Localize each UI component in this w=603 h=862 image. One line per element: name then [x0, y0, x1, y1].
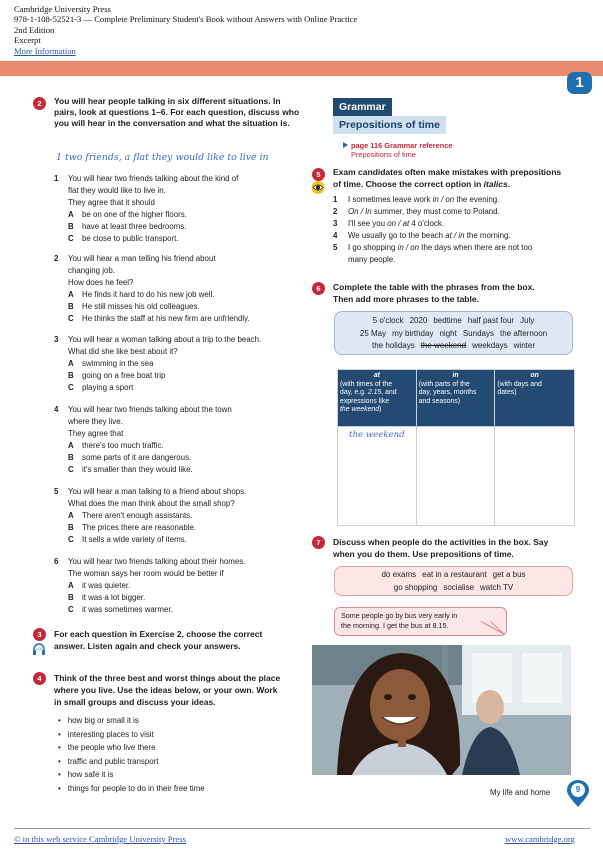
answer-option[interactable] — [68, 605, 173, 616]
question-text: You will hear a man talking to a friend about shops. — [68, 487, 247, 496]
question-text: They agree that — [68, 429, 124, 438]
item-sentence — [348, 219, 444, 230]
list-item: • things for people to do in their free time — [58, 782, 205, 796]
ideas-list — [58, 714, 205, 796]
option-letter: A — [68, 511, 74, 520]
answer-option[interactable] — [68, 359, 153, 370]
item-number: 3 — [333, 219, 338, 228]
option-letter: B — [68, 523, 74, 532]
option-text: have at least three bedrooms. — [82, 222, 187, 231]
question-text: where they live. — [68, 417, 123, 426]
phrase: night — [439, 328, 457, 338]
handwritten-answer: 1 two friends, a flat they would like to live in — [56, 152, 269, 163]
option-text: It sells a wide variety of items. — [82, 535, 187, 544]
option-text: going on a free boat trip — [82, 371, 166, 380]
question-number: 4 — [54, 405, 59, 414]
phrase: half past four — [467, 316, 515, 325]
cambridge-url-link[interactable]: www.cambridge.org — [505, 834, 575, 844]
phrase: go shopping — [393, 582, 438, 592]
excerpt-label: Excerpt — [14, 35, 41, 46]
item-text: I'll see you — [348, 219, 388, 228]
publisher: Cambridge University Press — [14, 4, 111, 14]
exercise-7-line-2: when you do them. Use prepositions of time. — [333, 549, 514, 559]
item-text: summer, they must come to Poland. — [371, 207, 500, 216]
exercise-4-line-3: in small groups and discuss your ideas. — [54, 697, 216, 707]
table-header-on: on (with days and dates) — [495, 370, 575, 427]
answer-option[interactable] — [68, 465, 193, 476]
phrase-row — [335, 582, 572, 595]
phrase: socialise — [443, 582, 475, 592]
option-letter: A — [68, 359, 74, 368]
section-label: My life and home — [490, 788, 551, 797]
answer-option[interactable] — [68, 593, 145, 604]
answer-option[interactable] — [68, 222, 186, 233]
answer-option[interactable] — [68, 371, 165, 382]
option-text: The prices there are reasonable. — [82, 523, 197, 532]
item-text-continued: many people. — [348, 255, 396, 264]
option-text: it was quieter. — [82, 581, 131, 590]
option-letter: B — [68, 593, 74, 602]
footer-divider — [14, 828, 590, 829]
option-text: swimming in the sea — [82, 359, 154, 368]
question-text: You will hear a woman talking about a trip to the beach. — [68, 335, 262, 344]
option-letter: A — [68, 581, 74, 590]
list-item: • interesting places to visit — [58, 728, 205, 742]
answer-option[interactable] — [68, 581, 130, 592]
item-sentence — [348, 231, 511, 242]
speech-tail — [478, 620, 506, 636]
copyright-link[interactable]: © in this web service Cambridge University Press — [14, 834, 186, 844]
phrase: eat in a restaurant — [422, 570, 487, 579]
exercise-7-line-1: Discuss when people do the activities in the box. Say — [333, 537, 549, 547]
option-letter: C — [68, 234, 74, 243]
activities-box — [334, 566, 573, 596]
phrase: 25 May — [359, 328, 387, 338]
exercise-3-line-2: answer. Listen again and check your answers. — [54, 641, 241, 651]
item-number: 1 — [333, 195, 338, 204]
answer-option[interactable] — [68, 523, 196, 534]
option-text: There aren't enough assistants. — [82, 511, 193, 520]
grammar-topic: Prepositions of time — [333, 116, 446, 134]
phrase: bedtime — [433, 316, 462, 325]
choice-options[interactable]: in / on — [432, 195, 455, 204]
exercise-4-line-1: Think of the three best and worst things about the place — [54, 673, 281, 683]
question-number: 5 — [54, 487, 59, 496]
list-item: • the people who live there — [58, 741, 205, 755]
choice-options[interactable]: On / In — [348, 207, 372, 216]
phrase-box — [334, 311, 573, 355]
question-text: How does he feel? — [68, 278, 134, 287]
phrase: weekdays — [472, 341, 508, 351]
option-text: there's too much traffic. — [82, 441, 164, 450]
audio-track-label: 1.02 — [35, 646, 43, 651]
bubble-line: Some people go by bus very early in — [341, 611, 458, 620]
answer-option[interactable] — [68, 210, 187, 221]
exercise-number: 3 — [33, 628, 46, 641]
phrase: winter — [513, 341, 535, 351]
more-information-link[interactable]: More Information — [14, 45, 76, 56]
item-text: We usually go to the beach — [348, 231, 446, 240]
item-number: 5 — [333, 243, 338, 252]
option-letter: A — [68, 441, 74, 450]
phrase: do exams — [381, 570, 417, 579]
item-sentence — [348, 243, 532, 254]
answer-option[interactable] — [68, 535, 187, 546]
page-number: 9 — [575, 785, 581, 794]
question-text: You will hear two friends talking about their homes. — [68, 557, 246, 566]
option-letter: B — [68, 453, 74, 462]
exercise-2-instruction: You will hear people talking in six different situations. In pairs, look at questions 1–6. For each question, discuss who you will hear in the conversation and what the situation is. — [54, 96, 300, 129]
item-number: 2 — [333, 207, 338, 216]
option-letter: C — [68, 383, 74, 392]
table-cell-in[interactable] — [416, 427, 495, 526]
grammar-reference-title: page 116 Grammar reference — [351, 141, 453, 150]
question-text: You will hear a man telling his friend about — [68, 254, 216, 263]
option-text: be on one of the higher floors. — [82, 210, 187, 219]
option-text: playing a sport — [82, 383, 134, 392]
item-text: 4 o'clock. — [409, 219, 445, 228]
bubble-line: the morning. I get the bus at 8.15. — [341, 621, 449, 630]
choice-options[interactable]: at / in — [445, 231, 465, 240]
answer-option[interactable] — [68, 453, 191, 464]
phrase: 5 o'clock — [372, 316, 404, 325]
answer-option[interactable] — [68, 314, 250, 325]
prepositions-table — [337, 369, 575, 526]
phrase: Sundays — [462, 328, 494, 338]
item-text: the days when there are not too — [419, 243, 533, 252]
isbn-title: 978-1-108-52521-3 — Complete Preliminary Student's Book without Answers with Online Practice — [14, 14, 358, 25]
question-text: What does the man think about the small shop? — [68, 499, 235, 508]
question-text: What did she like best about it? — [68, 347, 178, 356]
question-text: changing job. — [68, 266, 115, 275]
phrase: the holidays — [372, 341, 415, 351]
item-sentence — [348, 195, 499, 206]
exercise-number: 5 — [312, 168, 325, 181]
phrase: my birthday — [392, 328, 434, 338]
phrase: July — [520, 316, 535, 325]
phrase-row — [335, 328, 572, 341]
question-text: You will hear two friends talking about the town — [68, 405, 232, 414]
option-letter: C — [68, 465, 74, 474]
question-text: flat they would like to live in. — [68, 186, 166, 195]
exercise-4-line-2: where you live. Use the ideas below, or your own. Work — [54, 685, 278, 695]
table-header-at: at (with times of the day, e.g. 2.15, and expressions like the weekend) — [338, 370, 417, 427]
exercise-number: 7 — [312, 536, 325, 549]
option-letter: A — [68, 210, 74, 219]
table-header-in: in (with parts of the day, years, months and seasons) — [416, 370, 495, 427]
answer-option[interactable] — [68, 441, 164, 452]
phrase-row — [335, 569, 572, 582]
exercise-3-line-1: For each question in Exercise 2, choose the correct — [54, 629, 263, 639]
item-text: the evening. — [454, 195, 500, 204]
grammar-label: Grammar — [333, 98, 392, 116]
phrase: the weekend — [420, 341, 467, 351]
item-number: 4 — [333, 231, 338, 240]
phrase-row — [335, 340, 572, 353]
question-number: 1 — [54, 174, 59, 183]
option-text: it's smaller than they would like. — [82, 465, 193, 474]
option-letter: A — [68, 290, 74, 299]
item-sentence — [348, 207, 500, 218]
phrase-row — [335, 315, 572, 328]
list-item: • traffic and public transport — [58, 755, 205, 769]
item-text: I sometimes leave work — [348, 195, 433, 204]
item-text: the morning. — [464, 231, 511, 240]
exercise-6-line-1: Complete the table with the phrases from the box. — [333, 282, 535, 292]
exercise-number: 4 — [33, 672, 46, 685]
choice-options[interactable]: in / on — [397, 243, 420, 252]
handwritten-entry: the weekend — [349, 430, 405, 440]
answer-option[interactable] — [68, 290, 214, 301]
edition: 2nd Edition — [14, 24, 55, 35]
option-text: be close to public transport. — [82, 234, 179, 243]
table-cell-at[interactable] — [338, 427, 417, 526]
choice-options[interactable]: on / at — [387, 219, 410, 228]
unit-badge: 1 — [567, 72, 592, 94]
question-number: 2 — [54, 254, 59, 263]
table-cell-on[interactable] — [495, 427, 575, 526]
document-header — [14, 4, 357, 56]
grammar-reference[interactable] — [343, 142, 452, 159]
exercise-number: 2 — [33, 97, 46, 110]
option-text: some parts of it are dangerous. — [82, 453, 192, 462]
question-number: 6 — [54, 557, 59, 566]
grammar-reference-subtitle: Prepositions of time — [351, 149, 416, 159]
answer-option[interactable] — [68, 511, 192, 522]
answer-option[interactable] — [68, 234, 179, 245]
item-text: I go shopping — [348, 243, 398, 252]
bus-passenger-photo — [312, 645, 571, 775]
option-letter: B — [68, 371, 74, 380]
exercise-6-line-2: Then add more phrases to the table. — [333, 294, 479, 304]
option-text: He finds it hard to do his new job well. — [82, 290, 215, 299]
list-item: • how safe it is — [58, 768, 205, 782]
answer-option[interactable] — [68, 383, 133, 394]
question-text: They agree that it should — [68, 198, 155, 207]
exercise-5-line-1: Exam candidates often make mistakes with prepositions — [333, 167, 562, 177]
question-number: 3 — [54, 335, 59, 344]
phrase: the afternoon — [499, 328, 548, 338]
phrase: 2020 — [409, 316, 428, 325]
option-letter: C — [68, 605, 74, 614]
exercise-5-line-2: of time. Choose the correct option in italics. — [333, 179, 511, 189]
option-text: it was a lot bigger. — [82, 593, 146, 602]
arrow-icon — [343, 142, 348, 148]
phrase: get a bus — [492, 570, 526, 579]
phrase: watch TV — [480, 582, 514, 592]
option-text: it was sometimes warmer. — [82, 605, 173, 614]
option-letter: C — [68, 535, 74, 544]
option-letter: B — [68, 222, 74, 231]
answer-option[interactable] — [68, 302, 200, 313]
option-text: He thinks the staff at his new firm are unfriendly. — [82, 314, 250, 323]
header-band — [0, 61, 603, 76]
exam-tip-eye-icon — [311, 181, 325, 194]
exercise-number: 6 — [312, 282, 325, 295]
option-text: He still misses his old colleagues. — [82, 302, 200, 311]
option-letter: B — [68, 302, 74, 311]
question-text: You will hear two friends talking about the kind of — [68, 174, 239, 183]
question-text: The woman says her room would be better if — [68, 569, 224, 578]
option-letter: C — [68, 314, 74, 323]
list-item: • how big or small it is — [58, 714, 205, 728]
